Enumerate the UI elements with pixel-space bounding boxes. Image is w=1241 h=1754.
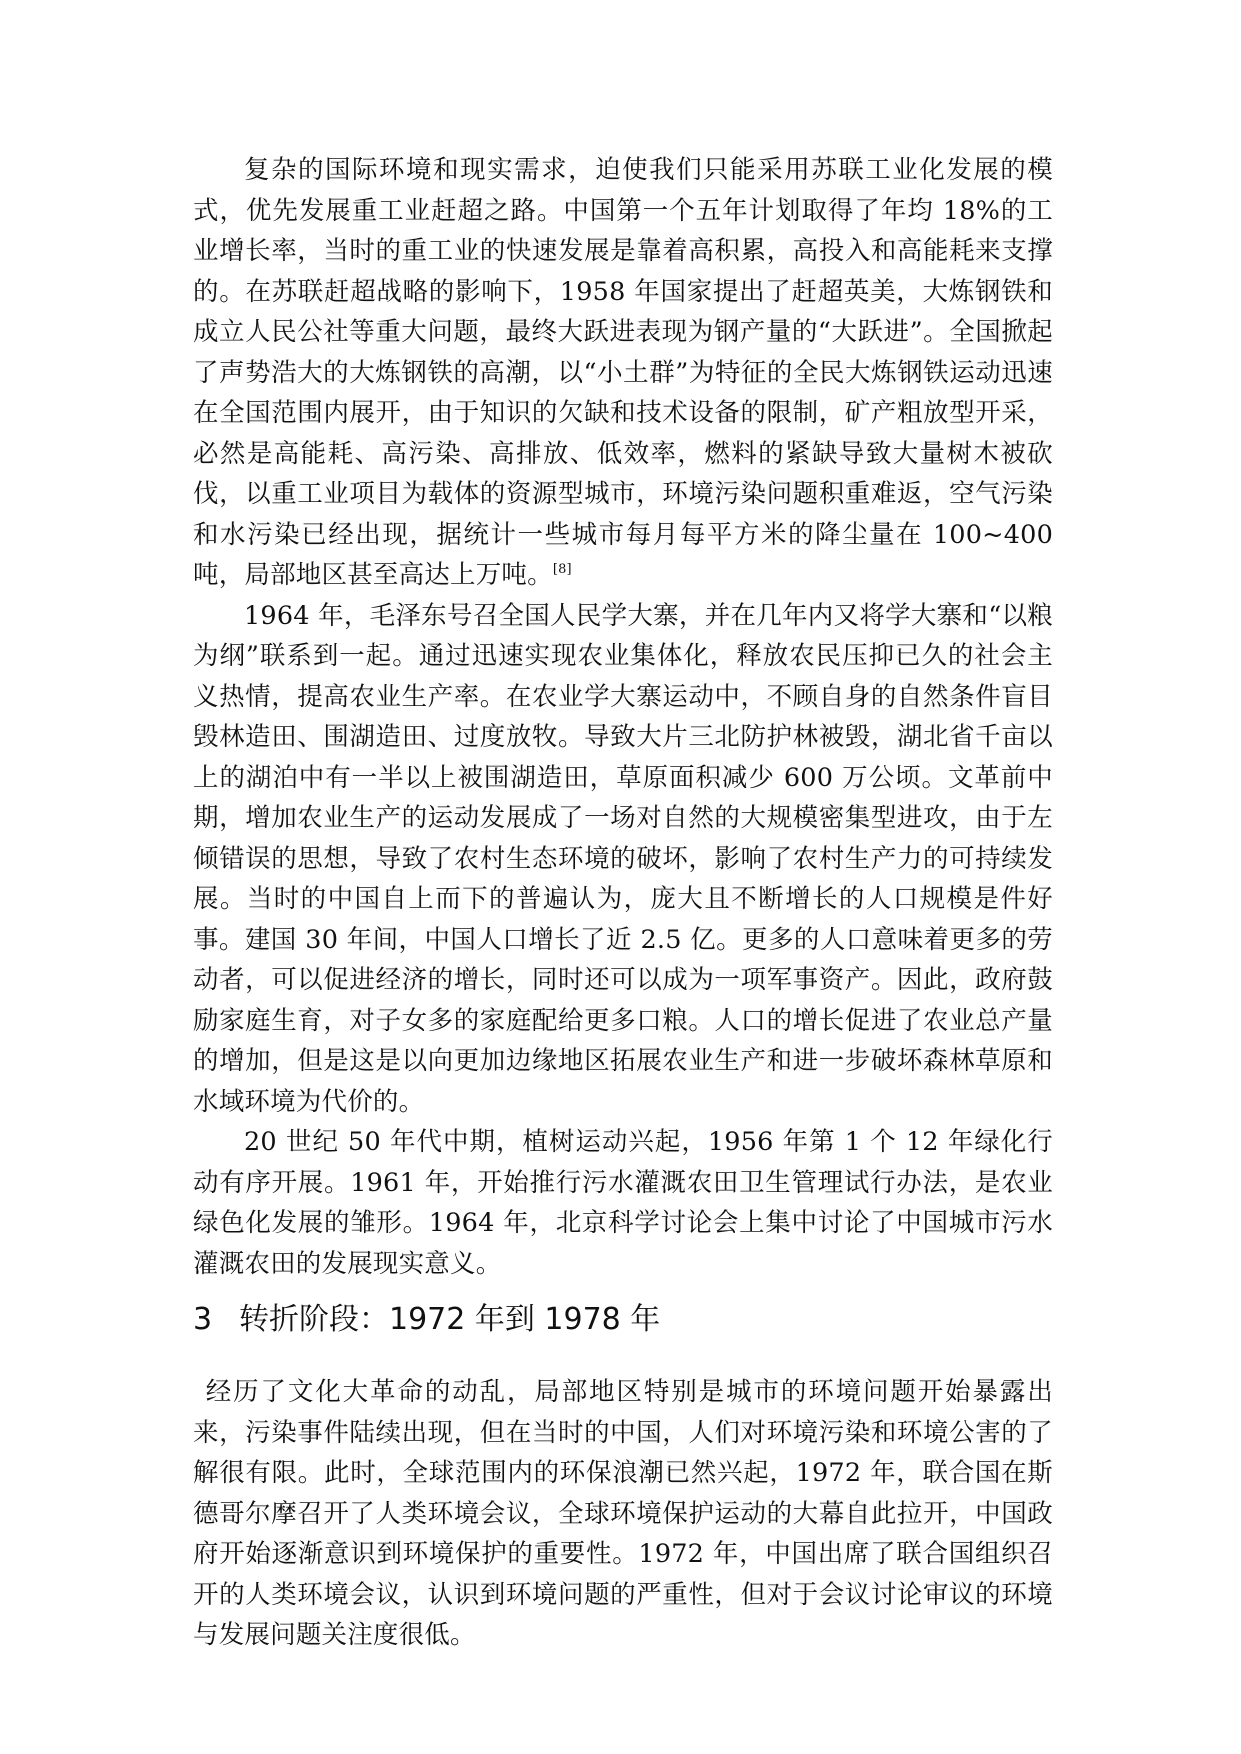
section-number: 3	[193, 1302, 213, 1337]
paragraph-text: 1964 年，毛泽东号召全国人民学大寨，并在几年内又将学大寨和“以粮为纲”联系到一起。通过迅速实现农业集体化，释放农民压抑已久的社会主义热情，提高农业生产率。在农业学大寨运动中，不顾自身的自然条件盲目毁林造田、围湖造田、过度放牧。导致大片三北防护林被毁，湖北省千亩以上的湖泊中有一半以上被围湖造田，草原面积减少 600 万公顷。文革前中期，增加农业生产的运动发展成了一场对自然的大规模密集型进攻，由于左倾错误的思想，导致了农村生态环境的破坏，影响了农村生产力的可持续发展。当时的中国自上而下的普遍认为，庞大且不断增长的人口规模是件好事。建国 30 年间，中国人口增长了近 2.5 亿。更多的人口意味着更多的劳动者，可以促进经济的增长，同时还可以成为一项军事资产。因此，政府鼓励家庭生育，对子女多的家庭配给更多口粮。人口的增长促进了农业总产量的增加，但是这是以向更加边缘地区拓展农业生产和进一步破坏森林草原和水域环境为代价的。	[193, 600, 1053, 1117]
paragraph-text: 复杂的国际环境和现实需求，迫使我们只能采用苏联工业化发展的模式，优先发展重工业赶超之路。中国第一个五年计划取得了年均 18%的工业增长率，当时的重工业的快速发展是靠着高积累，高投入和高能耗来支撑的。在苏联赶超战略的影响下，1958 年国家提出了赶超英美，大炼钢铁和成立人民公社等重大问题，最终大跃进表现为钢产量的“大跃进”。全国掀起了声势浩大的大炼钢铁的高潮，以“小土群”为特征的全民大炼钢铁运动迅速在全国范围内展开，由于知识的欠缺和技术设备的限制，矿产粗放型开采，必然是高能耗、高污染、高排放、低效率，燃料的紧缺导致大量树木被砍伐，以重工业项目为载体的资源型城市，环境污染问题积重难返，空气污染和水污染已经出现，据统计一些城市每月每平方米的降尘量在 100~400 吨，局部地区甚至高达上万吨。	[193, 155, 1053, 590]
body-paragraph-4	[193, 1372, 1053, 1656]
document-page	[193, 150, 1053, 1656]
body-paragraph-2	[193, 596, 1053, 1123]
section-heading	[193, 1298, 1053, 1342]
paragraph-text: 20 世纪 50 年代中期，植树运动兴起，1956 年第 1 个 12 年绿化行动有序开展。1961 年，开始推行污水灌溉农田卫生管理试行办法，是农业绿色化发展的雏形。1964 年，北京科学讨论会上集中讨论了中国城市污水灌溉农田的发展现实意义。	[193, 1127, 1053, 1279]
body-paragraph-3	[193, 1122, 1053, 1284]
citation-marker: [8]	[552, 562, 572, 577]
paragraph-text: 经历了文化大革命的动乱，局部地区特别是城市的环境问题开始暴露出来，污染事件陆续出现，但在当时的中国，人们对环境污染和环境公害的了解很有限。此时，全球范围内的环保浪潮已然兴起，1972 年，联合国在斯德哥尔摩召开了人类环境会议，全球环境保护运动的大幕自此拉开，中国政府开始逐渐意识到环境保护的重要性。1972 年，中国出席了联合国组织召开的人类环境会议，认识到环境问题的严重性，但对于会议讨论审议的环境与发展问题关注度很低。	[193, 1377, 1053, 1650]
section-title: 转折阶段：1972 年到 1978 年	[239, 1302, 661, 1337]
body-paragraph-1	[193, 150, 1053, 596]
